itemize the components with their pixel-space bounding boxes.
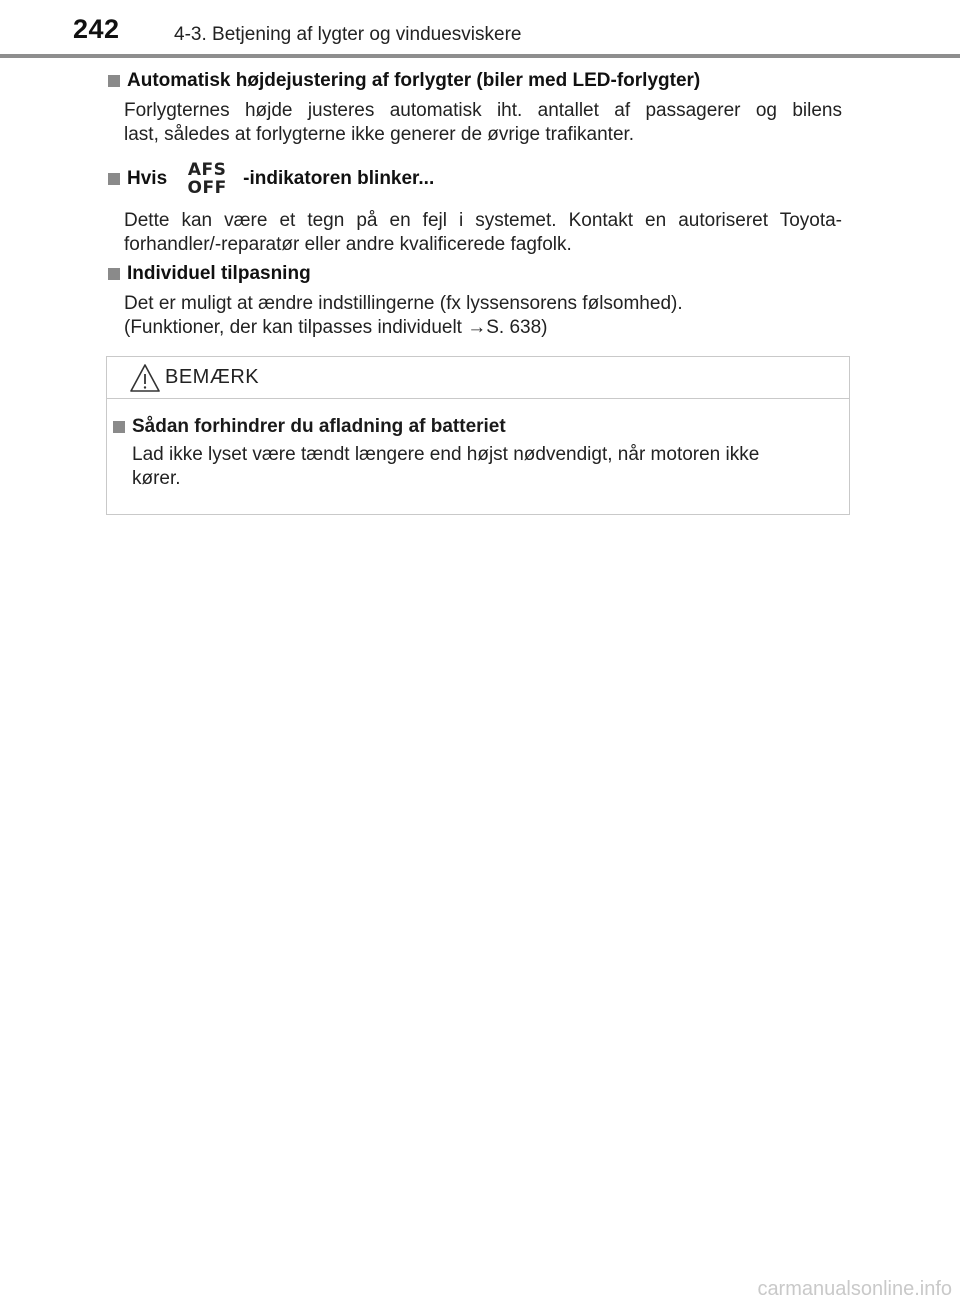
notice-header [107,357,849,399]
paragraph-line: last, således at forlygterne ikke generer de øvrige trafikanter. [124,124,635,145]
notice-line: Lad ikke lyset være tændt længere end højst nødvendigt, når motoren ikke [132,444,760,465]
notice-heading-text: Sådan forhindrer du afladning af batteriet [132,416,506,437]
heading-text: Individuel tilpasning [127,263,311,284]
watermark: carmanualsonline.info [757,1278,952,1300]
notice-heading [113,416,506,438]
heading-suffix: -indikatoren blinker... [243,168,435,189]
afs-off-icon [185,161,229,197]
heading-customization [108,263,311,285]
page-header [0,0,960,58]
paragraph-auto-leveling [124,99,842,147]
square-bullet-icon [108,173,120,185]
notice-label: BEMÆRK [165,366,260,388]
paragraph-afs-indicator [124,209,842,257]
notice-body [132,443,839,491]
afs-icon-bottom-text: OFF [187,178,227,198]
paragraph-line: Dette kan være et tegn på en fejl i systemet. Kontakt en autoriseret Toyota- [124,210,842,231]
paragraph-line: Forlygternes højde justeres automatisk iht. antallet af passagerer og bilens [124,100,842,121]
square-bullet-icon [108,75,120,87]
section-title: 4-3. Betjening af lygter og vinduesviskere [174,24,522,45]
square-bullet-icon [113,421,125,433]
heading-auto-leveling [108,70,700,92]
warning-triangle-icon [129,363,161,393]
heading-prefix: Hvis [127,168,168,189]
heading-afs-indicator [108,161,434,197]
afs-icon-top-text: AFS [187,160,227,180]
notice-line: kører. [132,468,181,489]
paragraph-line: Det er muligt at ændre indstillingerne (fx lyssensorens følsomhed). [124,293,683,314]
paragraph-line: (Funktioner, der kan tilpasses individuelt →S. 638) [124,317,548,338]
square-bullet-icon [108,268,120,280]
header-divider [0,54,960,58]
paragraph-customization [124,292,842,340]
heading-text: Automatisk højdejustering af forlygter (biler med LED-forlygter) [127,70,701,91]
paragraph-line: forhandler/-reparatør eller andre kvalificerede fagfolk. [124,234,572,255]
notice-box [106,356,850,515]
page-number: 242 [73,14,120,44]
